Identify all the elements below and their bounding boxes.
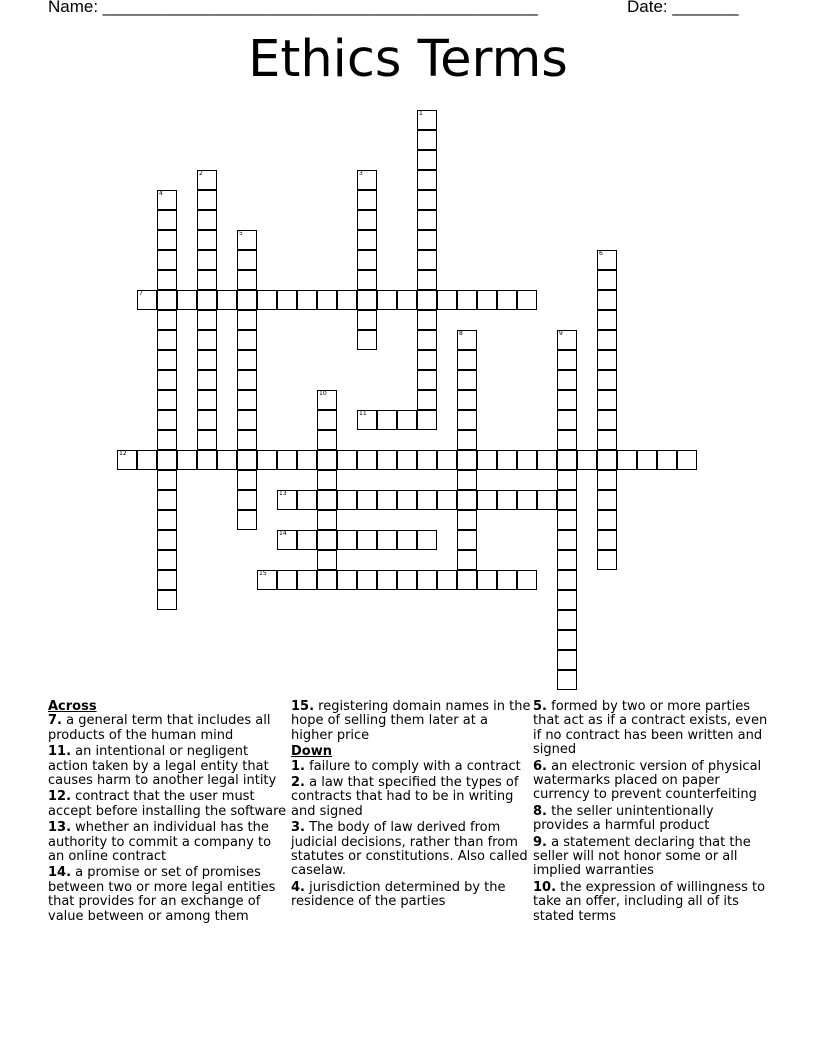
clue-text: an electronic version of physical watermarks placed on paper currency to prevent counterfeiting bbox=[533, 758, 762, 803]
clue-down-8 bbox=[533, 805, 773, 834]
clue-number: 11. bbox=[48, 744, 72, 760]
grid-cell[interactable] bbox=[497, 290, 517, 310]
grid-cell[interactable] bbox=[197, 310, 217, 330]
grid-cell[interactable] bbox=[157, 590, 177, 610]
clue-text: The body of law derived from judicial decisions, rather than from statutes or constitutions. Also called caselaw. bbox=[291, 820, 528, 879]
grid-cell[interactable] bbox=[597, 550, 617, 570]
grid-cell[interactable] bbox=[317, 390, 337, 410]
grid-cell[interactable] bbox=[417, 450, 437, 470]
clue-down-10 bbox=[533, 881, 773, 924]
clue-text: whether an individual has the authority to commit a company to an online contract bbox=[48, 820, 272, 865]
grid-cell[interactable] bbox=[417, 290, 437, 310]
grid-cell[interactable] bbox=[597, 270, 617, 290]
clue-number: 4. bbox=[291, 879, 305, 895]
grid-cell[interactable] bbox=[417, 270, 437, 290]
grid-cell[interactable] bbox=[317, 510, 337, 530]
grid-cell[interactable] bbox=[237, 230, 257, 250]
grid-cell[interactable] bbox=[397, 290, 417, 310]
grid-cell[interactable] bbox=[357, 330, 377, 350]
grid-cell[interactable] bbox=[597, 250, 617, 270]
grid-cell[interactable] bbox=[157, 430, 177, 450]
grid-cell[interactable] bbox=[197, 170, 217, 190]
grid-cell[interactable] bbox=[197, 330, 217, 350]
clue-text: a promise or set of promises between two or more legal entities that provides for an exchange of value between or among them bbox=[48, 865, 276, 924]
grid-cell[interactable] bbox=[217, 450, 237, 470]
grid-cell[interactable] bbox=[237, 250, 257, 270]
grid-cell[interactable] bbox=[557, 450, 577, 470]
grid-cell[interactable] bbox=[437, 450, 457, 470]
grid-cell[interactable] bbox=[317, 410, 337, 430]
grid-cell[interactable] bbox=[617, 450, 637, 470]
grid-cell[interactable] bbox=[337, 570, 357, 590]
grid-cell[interactable] bbox=[237, 330, 257, 350]
grid-cell[interactable] bbox=[357, 410, 377, 430]
grid-cell[interactable] bbox=[417, 210, 437, 230]
grid-cell[interactable] bbox=[557, 490, 577, 510]
grid-cell[interactable] bbox=[237, 370, 257, 390]
grid-cell[interactable] bbox=[417, 490, 437, 510]
grid-cell[interactable] bbox=[597, 370, 617, 390]
grid-cell[interactable] bbox=[477, 490, 497, 510]
grid-cell[interactable] bbox=[237, 470, 257, 490]
grid-cell[interactable] bbox=[457, 510, 477, 530]
grid-cell[interactable] bbox=[157, 470, 177, 490]
grid-cell[interactable] bbox=[557, 590, 577, 610]
clue-down-2 bbox=[291, 776, 531, 819]
grid-cell[interactable] bbox=[157, 330, 177, 350]
grid-cell[interactable] bbox=[457, 330, 477, 350]
grid-cell[interactable] bbox=[417, 110, 437, 130]
grid-cell[interactable] bbox=[297, 450, 317, 470]
grid-cell[interactable] bbox=[157, 290, 177, 310]
grid-cell[interactable] bbox=[537, 450, 557, 470]
grid-cell[interactable] bbox=[237, 430, 257, 450]
grid-cell[interactable] bbox=[157, 570, 177, 590]
grid-cell[interactable] bbox=[597, 330, 617, 350]
grid-cell[interactable] bbox=[457, 550, 477, 570]
grid-cell[interactable] bbox=[597, 410, 617, 430]
cell-number: 7 bbox=[139, 290, 143, 297]
grid-cell[interactable] bbox=[357, 210, 377, 230]
grid-cell[interactable] bbox=[177, 290, 197, 310]
grid-cell[interactable] bbox=[377, 570, 397, 590]
grid-cell[interactable] bbox=[457, 430, 477, 450]
cell-number: 5 bbox=[239, 230, 243, 237]
cell-number: 1 bbox=[419, 110, 423, 117]
grid-cell[interactable] bbox=[317, 290, 337, 310]
cell-number: 10 bbox=[319, 390, 327, 397]
grid-cell[interactable] bbox=[557, 570, 577, 590]
grid-cell[interactable] bbox=[377, 290, 397, 310]
grid-cell[interactable] bbox=[457, 290, 477, 310]
grid-cell[interactable] bbox=[437, 570, 457, 590]
grid-cell[interactable] bbox=[637, 450, 657, 470]
clue-number: 15. bbox=[291, 699, 315, 714]
grid-cell[interactable] bbox=[357, 290, 377, 310]
cell-number: 14 bbox=[279, 530, 287, 537]
grid-cell[interactable] bbox=[677, 450, 697, 470]
grid-cell[interactable] bbox=[417, 230, 437, 250]
grid-cell[interactable] bbox=[457, 390, 477, 410]
grid-cell[interactable] bbox=[197, 290, 217, 310]
clue-number: 9. bbox=[533, 834, 547, 850]
cell-number: 12 bbox=[119, 450, 127, 457]
grid-cell[interactable] bbox=[237, 310, 257, 330]
grid-cell[interactable] bbox=[297, 530, 317, 550]
grid-cell[interactable] bbox=[457, 570, 477, 590]
clue-text: the expression of willingness to take an offer, including all of its stated terms bbox=[533, 879, 766, 924]
clues-column-1 bbox=[48, 700, 288, 926]
clue-text: an intentional or negligent action taken by a legal entity that causes harm to another legal intity bbox=[48, 744, 277, 789]
grid-cell[interactable] bbox=[237, 270, 257, 290]
clue-down-6 bbox=[533, 760, 773, 803]
grid-cell[interactable] bbox=[317, 550, 337, 570]
grid-cell[interactable] bbox=[237, 510, 257, 530]
grid-cell[interactable] bbox=[317, 530, 337, 550]
grid-cell[interactable] bbox=[257, 290, 277, 310]
grid-cell[interactable] bbox=[237, 450, 257, 470]
clues-column-3 bbox=[533, 700, 773, 926]
clue-number: 13. bbox=[48, 820, 72, 836]
grid-cell[interactable] bbox=[557, 550, 577, 570]
clue-text: contract that the user must accept before installing the software bbox=[48, 789, 287, 819]
grid-cell[interactable] bbox=[117, 450, 137, 470]
cell-number: 6 bbox=[599, 250, 603, 257]
clue-number: 2. bbox=[291, 775, 305, 791]
grid-cell[interactable] bbox=[277, 530, 297, 550]
grid-cell[interactable] bbox=[517, 290, 537, 310]
grid-cell[interactable] bbox=[237, 410, 257, 430]
clue-text: jurisdiction determined by the residence of the parties bbox=[291, 879, 506, 910]
grid-cell[interactable] bbox=[497, 450, 517, 470]
grid-cell[interactable] bbox=[157, 550, 177, 570]
clue-across-15 bbox=[291, 700, 531, 743]
grid-cell[interactable] bbox=[337, 290, 357, 310]
grid-cell[interactable] bbox=[417, 330, 437, 350]
grid-cell[interactable] bbox=[417, 310, 437, 330]
grid-cell[interactable] bbox=[337, 490, 357, 510]
cell-number: 11 bbox=[359, 410, 367, 417]
grid-cell[interactable] bbox=[317, 470, 337, 490]
grid-cell[interactable] bbox=[157, 270, 177, 290]
clue-across-13 bbox=[48, 821, 288, 864]
down-heading: Down bbox=[291, 744, 332, 760]
grid-cell[interactable] bbox=[137, 290, 157, 310]
grid-cell[interactable] bbox=[557, 410, 577, 430]
grid-cell[interactable] bbox=[337, 530, 357, 550]
grid-cell[interactable] bbox=[157, 450, 177, 470]
clue-across-12 bbox=[48, 790, 288, 819]
grid-cell[interactable] bbox=[417, 410, 437, 430]
cell-number: 9 bbox=[559, 330, 563, 337]
cell-number: 8 bbox=[459, 330, 463, 337]
grid-cell[interactable] bbox=[377, 490, 397, 510]
grid-cell[interactable] bbox=[457, 530, 477, 550]
grid-cell[interactable] bbox=[557, 650, 577, 670]
grid-cell[interactable] bbox=[597, 390, 617, 410]
grid-cell[interactable] bbox=[417, 390, 437, 410]
grid-cell[interactable] bbox=[357, 170, 377, 190]
grid-cell[interactable] bbox=[497, 490, 517, 510]
clue-text: formed by two or more parties that act as if a contract exists, even if no contract has been written and signed bbox=[533, 699, 768, 758]
clue-across-11 bbox=[48, 745, 288, 788]
grid-cell[interactable] bbox=[357, 230, 377, 250]
grid-cell[interactable] bbox=[557, 510, 577, 530]
grid-cell[interactable] bbox=[317, 490, 337, 510]
grid-cell[interactable] bbox=[257, 570, 277, 590]
cell-number: 13 bbox=[279, 490, 287, 497]
grid-cell[interactable] bbox=[417, 530, 437, 550]
grid-cell[interactable] bbox=[277, 290, 297, 310]
grid-cell[interactable] bbox=[197, 230, 217, 250]
grid-cell[interactable] bbox=[237, 290, 257, 310]
grid-cell[interactable] bbox=[157, 210, 177, 230]
grid-cell[interactable] bbox=[457, 490, 477, 510]
clue-text: failure to comply with a contract bbox=[309, 758, 521, 774]
grid-cell[interactable] bbox=[197, 210, 217, 230]
grid-cell[interactable] bbox=[277, 570, 297, 590]
grid-cell[interactable] bbox=[417, 130, 437, 150]
grid-cell[interactable] bbox=[597, 450, 617, 470]
grid-cell[interactable] bbox=[557, 530, 577, 550]
clues-column-2 bbox=[291, 700, 531, 912]
grid-cell[interactable] bbox=[357, 250, 377, 270]
clue-text: the seller unintentionally provides a harmful product bbox=[533, 803, 714, 834]
grid-cell[interactable] bbox=[157, 510, 177, 530]
grid-cell[interactable] bbox=[197, 450, 217, 470]
grid-cell[interactable] bbox=[317, 430, 337, 450]
grid-cell[interactable] bbox=[357, 570, 377, 590]
cell-number: 2 bbox=[199, 170, 203, 177]
grid-cell[interactable] bbox=[337, 450, 357, 470]
grid-cell[interactable] bbox=[137, 450, 157, 470]
grid-cell[interactable] bbox=[437, 490, 457, 510]
grid-cell[interactable] bbox=[157, 310, 177, 330]
clue-text: a law that specified the types of contracts that had to be in writing and signed bbox=[291, 775, 519, 819]
date-field: Date: _______ bbox=[627, 0, 739, 16]
clue-down-4 bbox=[291, 881, 531, 910]
grid-cell[interactable] bbox=[357, 450, 377, 470]
grid-cell[interactable] bbox=[297, 290, 317, 310]
cell-number: 4 bbox=[159, 190, 163, 197]
clue-text: registering domain names in the hope of selling them later at a higher price bbox=[291, 699, 531, 743]
grid-cell[interactable] bbox=[457, 370, 477, 390]
clue-down-5 bbox=[533, 700, 773, 758]
grid-cell[interactable] bbox=[237, 350, 257, 370]
grid-cell[interactable] bbox=[597, 310, 617, 330]
grid-cell[interactable] bbox=[197, 430, 217, 450]
grid-cell[interactable] bbox=[557, 370, 577, 390]
clue-down-1 bbox=[291, 760, 531, 774]
clue-number: 6. bbox=[533, 758, 547, 774]
grid-cell[interactable] bbox=[157, 370, 177, 390]
grid-cell[interactable] bbox=[197, 390, 217, 410]
grid-cell[interactable] bbox=[597, 470, 617, 490]
grid-cell[interactable] bbox=[297, 570, 317, 590]
grid-cell[interactable] bbox=[597, 490, 617, 510]
grid-cell[interactable] bbox=[397, 450, 417, 470]
grid-cell[interactable] bbox=[597, 290, 617, 310]
grid-cell[interactable] bbox=[557, 350, 577, 370]
clue-number: 12. bbox=[48, 789, 72, 805]
grid-cell[interactable] bbox=[557, 430, 577, 450]
grid-cell[interactable] bbox=[557, 670, 577, 690]
grid-cell[interactable] bbox=[557, 330, 577, 350]
grid-cell[interactable] bbox=[497, 570, 517, 590]
clue-number: 10. bbox=[533, 879, 557, 895]
grid-cell[interactable] bbox=[477, 290, 497, 310]
grid-cell[interactable] bbox=[597, 510, 617, 530]
grid-cell[interactable] bbox=[157, 530, 177, 550]
grid-cell[interactable] bbox=[437, 290, 457, 310]
grid-cell[interactable] bbox=[157, 230, 177, 250]
grid-cell[interactable] bbox=[197, 370, 217, 390]
grid-cell[interactable] bbox=[597, 530, 617, 550]
clue-text: a statement declaring that the seller will not honor some or all implied warranties bbox=[533, 834, 751, 879]
grid-cell[interactable] bbox=[177, 450, 197, 470]
grid-cell[interactable] bbox=[297, 490, 317, 510]
grid-cell[interactable] bbox=[277, 490, 297, 510]
grid-cell[interactable] bbox=[197, 250, 217, 270]
grid-cell[interactable] bbox=[357, 310, 377, 330]
grid-cell[interactable] bbox=[357, 270, 377, 290]
clue-number: 8. bbox=[533, 803, 547, 819]
clue-number: 7. bbox=[48, 713, 62, 729]
page-title: Ethics Terms bbox=[248, 30, 568, 89]
grid-cell[interactable] bbox=[457, 470, 477, 490]
grid-cell[interactable] bbox=[517, 450, 537, 470]
grid-cell[interactable] bbox=[557, 610, 577, 630]
grid-cell[interactable] bbox=[597, 430, 617, 450]
grid-cell[interactable] bbox=[417, 190, 437, 210]
grid-cell[interactable] bbox=[477, 570, 497, 590]
grid-cell[interactable] bbox=[237, 390, 257, 410]
grid-cell[interactable] bbox=[417, 170, 437, 190]
grid-cell[interactable] bbox=[517, 490, 537, 510]
grid-cell[interactable] bbox=[197, 190, 217, 210]
grid-cell[interactable] bbox=[397, 490, 417, 510]
grid-cell[interactable] bbox=[217, 290, 237, 310]
clue-down-3 bbox=[291, 821, 531, 879]
grid-cell[interactable] bbox=[417, 250, 437, 270]
grid-cell[interactable] bbox=[657, 450, 677, 470]
clue-number: 3. bbox=[291, 820, 305, 836]
grid-cell[interactable] bbox=[457, 350, 477, 370]
grid-cell[interactable] bbox=[417, 350, 437, 370]
grid-cell[interactable] bbox=[357, 190, 377, 210]
clue-number: 1. bbox=[291, 758, 305, 774]
grid-cell[interactable] bbox=[197, 410, 217, 430]
clue-across-14 bbox=[48, 866, 288, 924]
grid-cell[interactable] bbox=[377, 450, 397, 470]
grid-cell[interactable] bbox=[597, 350, 617, 370]
grid-cell[interactable] bbox=[397, 570, 417, 590]
cell-number: 3 bbox=[359, 170, 363, 177]
grid-cell[interactable] bbox=[417, 570, 437, 590]
grid-cell[interactable] bbox=[357, 530, 377, 550]
grid-cell[interactable] bbox=[557, 390, 577, 410]
grid-cell[interactable] bbox=[377, 410, 397, 430]
clue-number: 5. bbox=[533, 699, 547, 714]
name-field: Name: ______________________________________________ bbox=[48, 0, 538, 16]
grid-cell[interactable] bbox=[577, 450, 597, 470]
cell-number: 15 bbox=[259, 570, 267, 577]
grid-cell[interactable] bbox=[257, 450, 277, 470]
grid-cell[interactable] bbox=[237, 490, 257, 510]
grid-cell[interactable] bbox=[357, 490, 377, 510]
clue-down-9 bbox=[533, 836, 773, 879]
clue-text: a general term that includes all products of the human mind bbox=[48, 713, 271, 743]
grid-cell[interactable] bbox=[477, 450, 497, 470]
grid-cell[interactable] bbox=[457, 410, 477, 430]
grid-cell[interactable] bbox=[157, 250, 177, 270]
grid-cell[interactable] bbox=[417, 150, 437, 170]
grid-cell[interactable] bbox=[317, 570, 337, 590]
grid-cell[interactable] bbox=[197, 350, 217, 370]
clue-across-7 bbox=[48, 714, 288, 743]
grid-cell[interactable] bbox=[397, 410, 417, 430]
grid-cell[interactable] bbox=[457, 450, 477, 470]
grid-cell[interactable] bbox=[157, 190, 177, 210]
grid-cell[interactable] bbox=[397, 530, 417, 550]
grid-cell[interactable] bbox=[157, 390, 177, 410]
grid-cell[interactable] bbox=[197, 270, 217, 290]
grid-cell[interactable] bbox=[157, 490, 177, 510]
grid-cell[interactable] bbox=[417, 370, 437, 390]
grid-cell[interactable] bbox=[557, 470, 577, 490]
grid-cell[interactable] bbox=[557, 630, 577, 650]
clue-number: 14. bbox=[48, 865, 72, 881]
across-heading: Across bbox=[48, 699, 97, 714]
grid-cell[interactable] bbox=[157, 410, 177, 430]
grid-cell[interactable] bbox=[157, 350, 177, 370]
grid-cell[interactable] bbox=[537, 490, 557, 510]
grid-cell[interactable] bbox=[517, 570, 537, 590]
grid-cell[interactable] bbox=[377, 530, 397, 550]
grid-cell[interactable] bbox=[317, 450, 337, 470]
grid-cell[interactable] bbox=[277, 450, 297, 470]
